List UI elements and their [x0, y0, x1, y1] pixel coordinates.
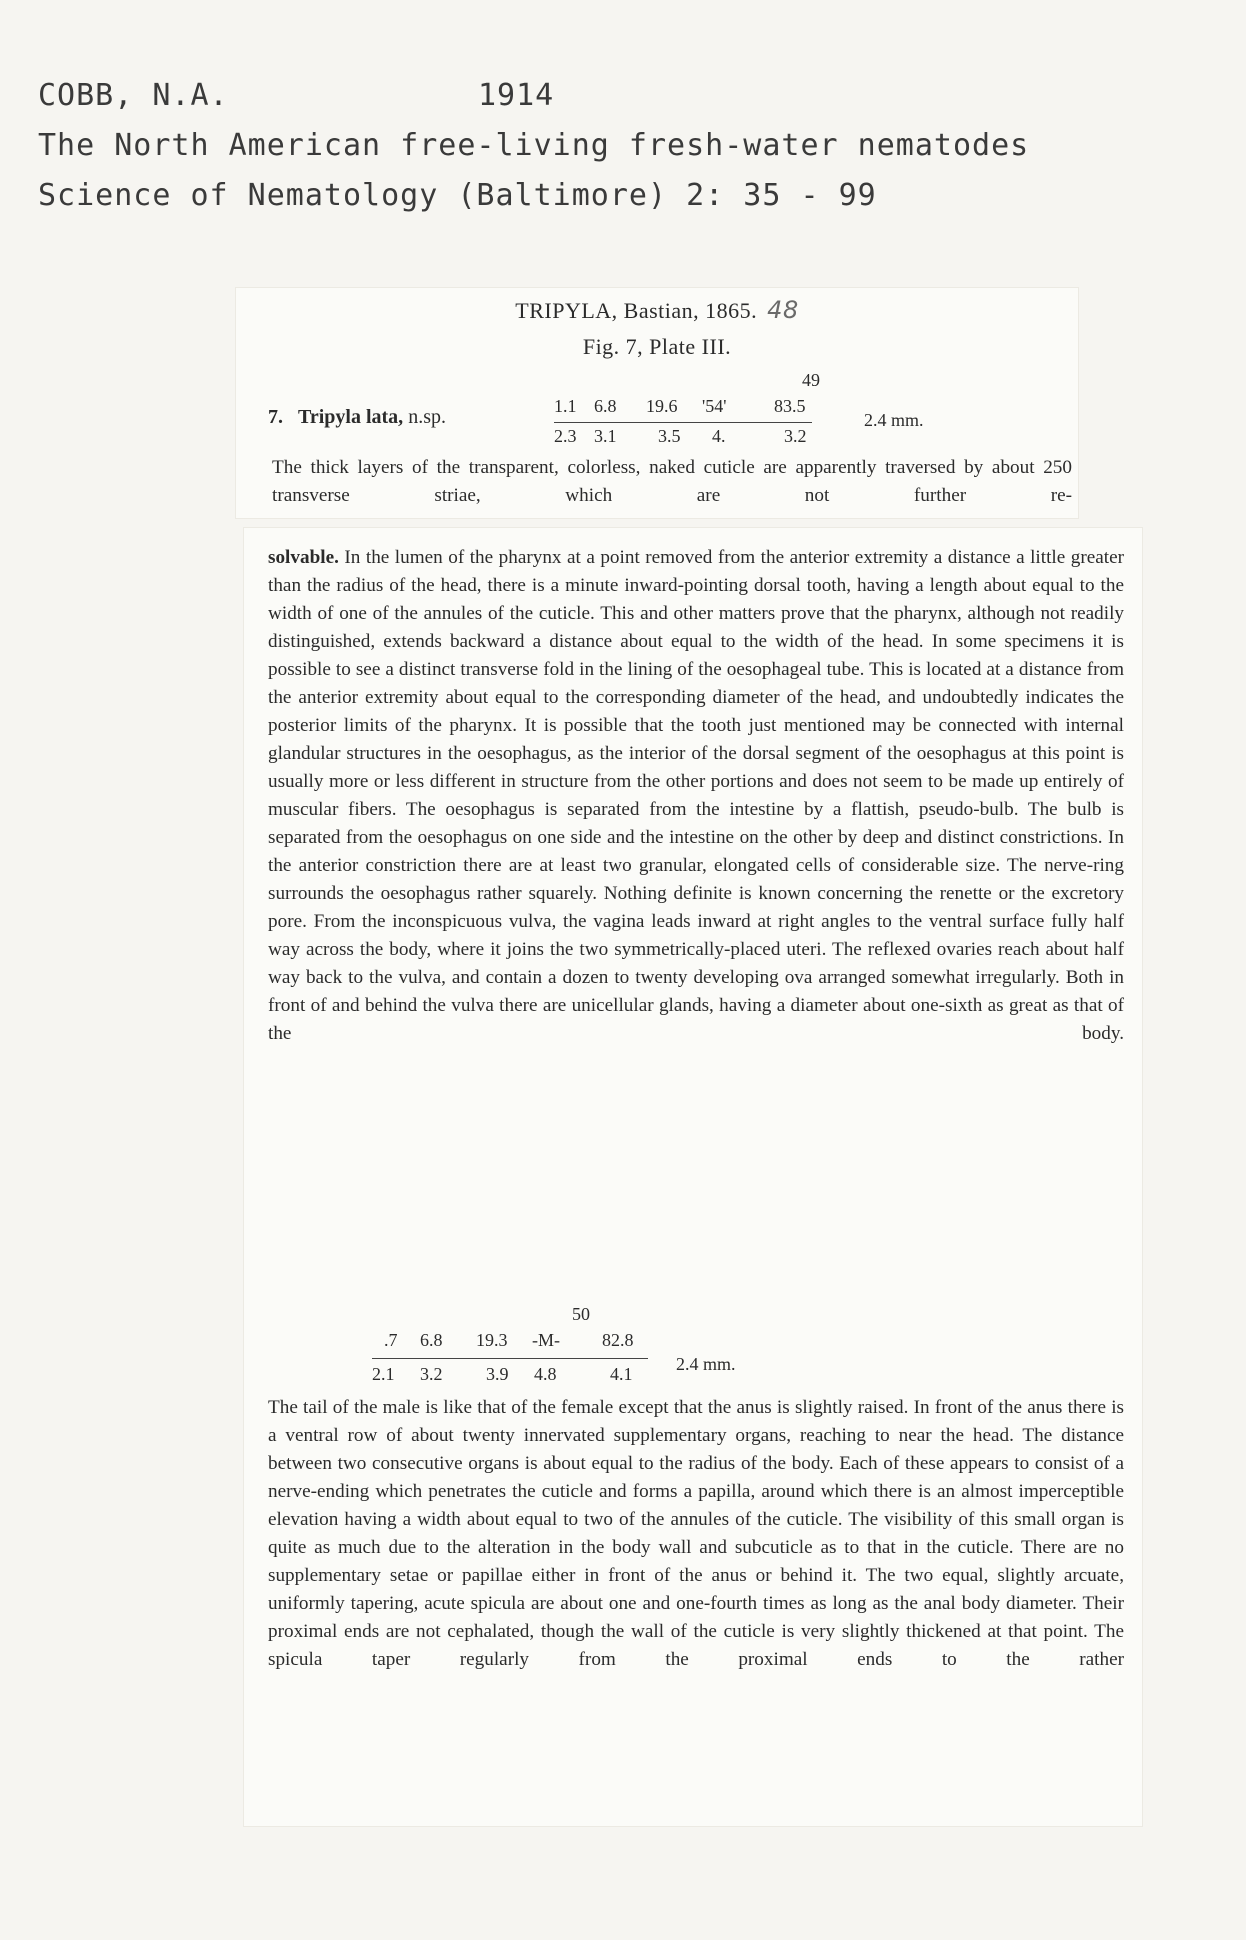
male-description-paragraph: The tail of the male is like that of the female except that the anus is slightly raised. In front of the anus there is a ventral row of about twenty innervated supplementary organs, reaching to near the head. The distance between two consecutive organs is about equal to the radius of the body. Each of these appears to consist of a nerve-ending which penetrates the cuticle and forms a papilla, around which there is an almost imperceptible elevation having a width about equal to two of the annules of the cuticle. The visibility of this small organ is quite as much due to the alteration in the body wall and subcuticle as to that in the cuticle. There are no supplementary setae or papillae either in front of the anus or behind it. The two equal, slightly arcuate, uniformly tapering, acute spicula are about one and one-fourth times as long as the anal body diameter. Their proximal ends are not cephalated, though the wall of the cuticle is very slightly thickened at that point. The spicula taper regularly from the proximal ends to the rather: [268, 1397, 1124, 1670]
formula-vulva-value: 49: [802, 370, 820, 390]
formula-top-2: 6.8: [594, 396, 617, 416]
clipping-main: [244, 528, 1142, 1826]
formula-male-bottom-1: 2.1: [372, 1364, 395, 1384]
handwritten-annotation: 48: [767, 296, 799, 324]
formula-male-value: 50: [572, 1304, 590, 1324]
formula-top-5: 83.5: [774, 396, 806, 416]
clipping-top: [236, 288, 1078, 518]
formula-top-4: '54': [702, 396, 727, 416]
formula-male-bottom-4: 4.8: [534, 1364, 557, 1384]
male-measurement-formula: [372, 1304, 672, 1390]
formula-male-top-4: -M-: [532, 1330, 560, 1350]
formula-male-bottom-2: 3.2: [420, 1364, 443, 1384]
formula-top-3: 19.6: [646, 396, 678, 416]
female-length: 2.4 mm.: [864, 410, 924, 430]
male-length: 2.4 mm.: [676, 1354, 736, 1374]
genus-heading: TRIPYLA, Bastian, 1865. 48: [515, 296, 799, 324]
female-measurement-formula: [554, 370, 884, 450]
formula-divider: [554, 422, 812, 423]
formula-male-divider: [372, 1358, 648, 1359]
formula-bottom-3: 3.5: [658, 426, 681, 446]
formula-male-bottom-5: 4.1: [610, 1364, 633, 1384]
formula-bottom-1: 2.3: [554, 426, 577, 446]
citation-title: The North American free-living fresh-water nematodes: [38, 128, 1030, 163]
citation-author: COBB, N.A. 1914: [38, 78, 555, 113]
formula-bottom-5: 3.2: [784, 426, 807, 446]
citation-source: Science of Nematology (Baltimore) 2: 35 - 99: [38, 178, 877, 213]
formula-male-top-3: 19.3: [476, 1330, 508, 1350]
species-heading: 7. Tripyla lata, n.sp.: [268, 406, 446, 428]
female-description-paragraph: solvable. In the lumen of the pharynx at a point removed from the anterior extremity a distance a little greater than the radius of the head, there is a minute inward-pointing dorsal tooth, having a length about equal to the width of one of the annules of the cuticle. This and other matters prove that the pharynx, although not readily distinguished, extends backward a distance about equal to the width of the head. In some specimens it is possible to see a distinct transverse fold in the lining of the oesophageal tube. This is located at a distance from the anterior extremity about equal to the corresponding diameter of the head, and undoubtedly indicates the posterior limits of the pharynx. It is possible that the tooth just mentioned may be connected with internal glandular structures in the oesophagus, as the interior of the dorsal segment of the oesophagus at this point is usually more or less different in structure from the other portions and does not seem to be made up entirely of muscular fibers. The oesophagus is separated from the intestine by a flattish, pseudo-bulb. The bulb is separated from the oesophagus on one side and the intestine on the other by deep and distinct constrictions. In the anterior constriction there are at least two granular, elongated cells of considerable size. The nerve-ring surrounds the oesophagus rather squarely. Nothing definite is known concerning the renette or the excretory pore. From the inconspicuous vulva, the vagina leads inward at right angles to the ventral surface fully half way across the body, where it joins the two symmetrically-placed uteri. The reflexed ovaries reach about half way back to the vulva, and contain a dozen to twenty developing ova arranged somewhat irregularly. Both in front of and behind the vulva there are unicellular glands, having a diameter about one-sixth as great as that of the body.: [268, 547, 1125, 1044]
formula-bottom-2: 3.1: [594, 426, 617, 446]
citation-year: 1914: [478, 78, 555, 113]
formula-male-top-1: .7: [384, 1330, 398, 1350]
formula-bottom-4: 4.: [712, 426, 726, 446]
formula-male-top-2: 6.8: [420, 1330, 443, 1350]
cuticle-paragraph: The thick layers of the transparent, colorless, naked cuticle are apparently traversed by about 250 transverse striae, which are not further re-: [272, 457, 1072, 506]
figure-reference: Fig. 7, Plate III.: [582, 334, 732, 359]
formula-top-1: 1.1: [554, 396, 577, 416]
formula-male-top-5: 82.8: [602, 1330, 634, 1350]
formula-male-bottom-3: 3.9: [486, 1364, 509, 1384]
